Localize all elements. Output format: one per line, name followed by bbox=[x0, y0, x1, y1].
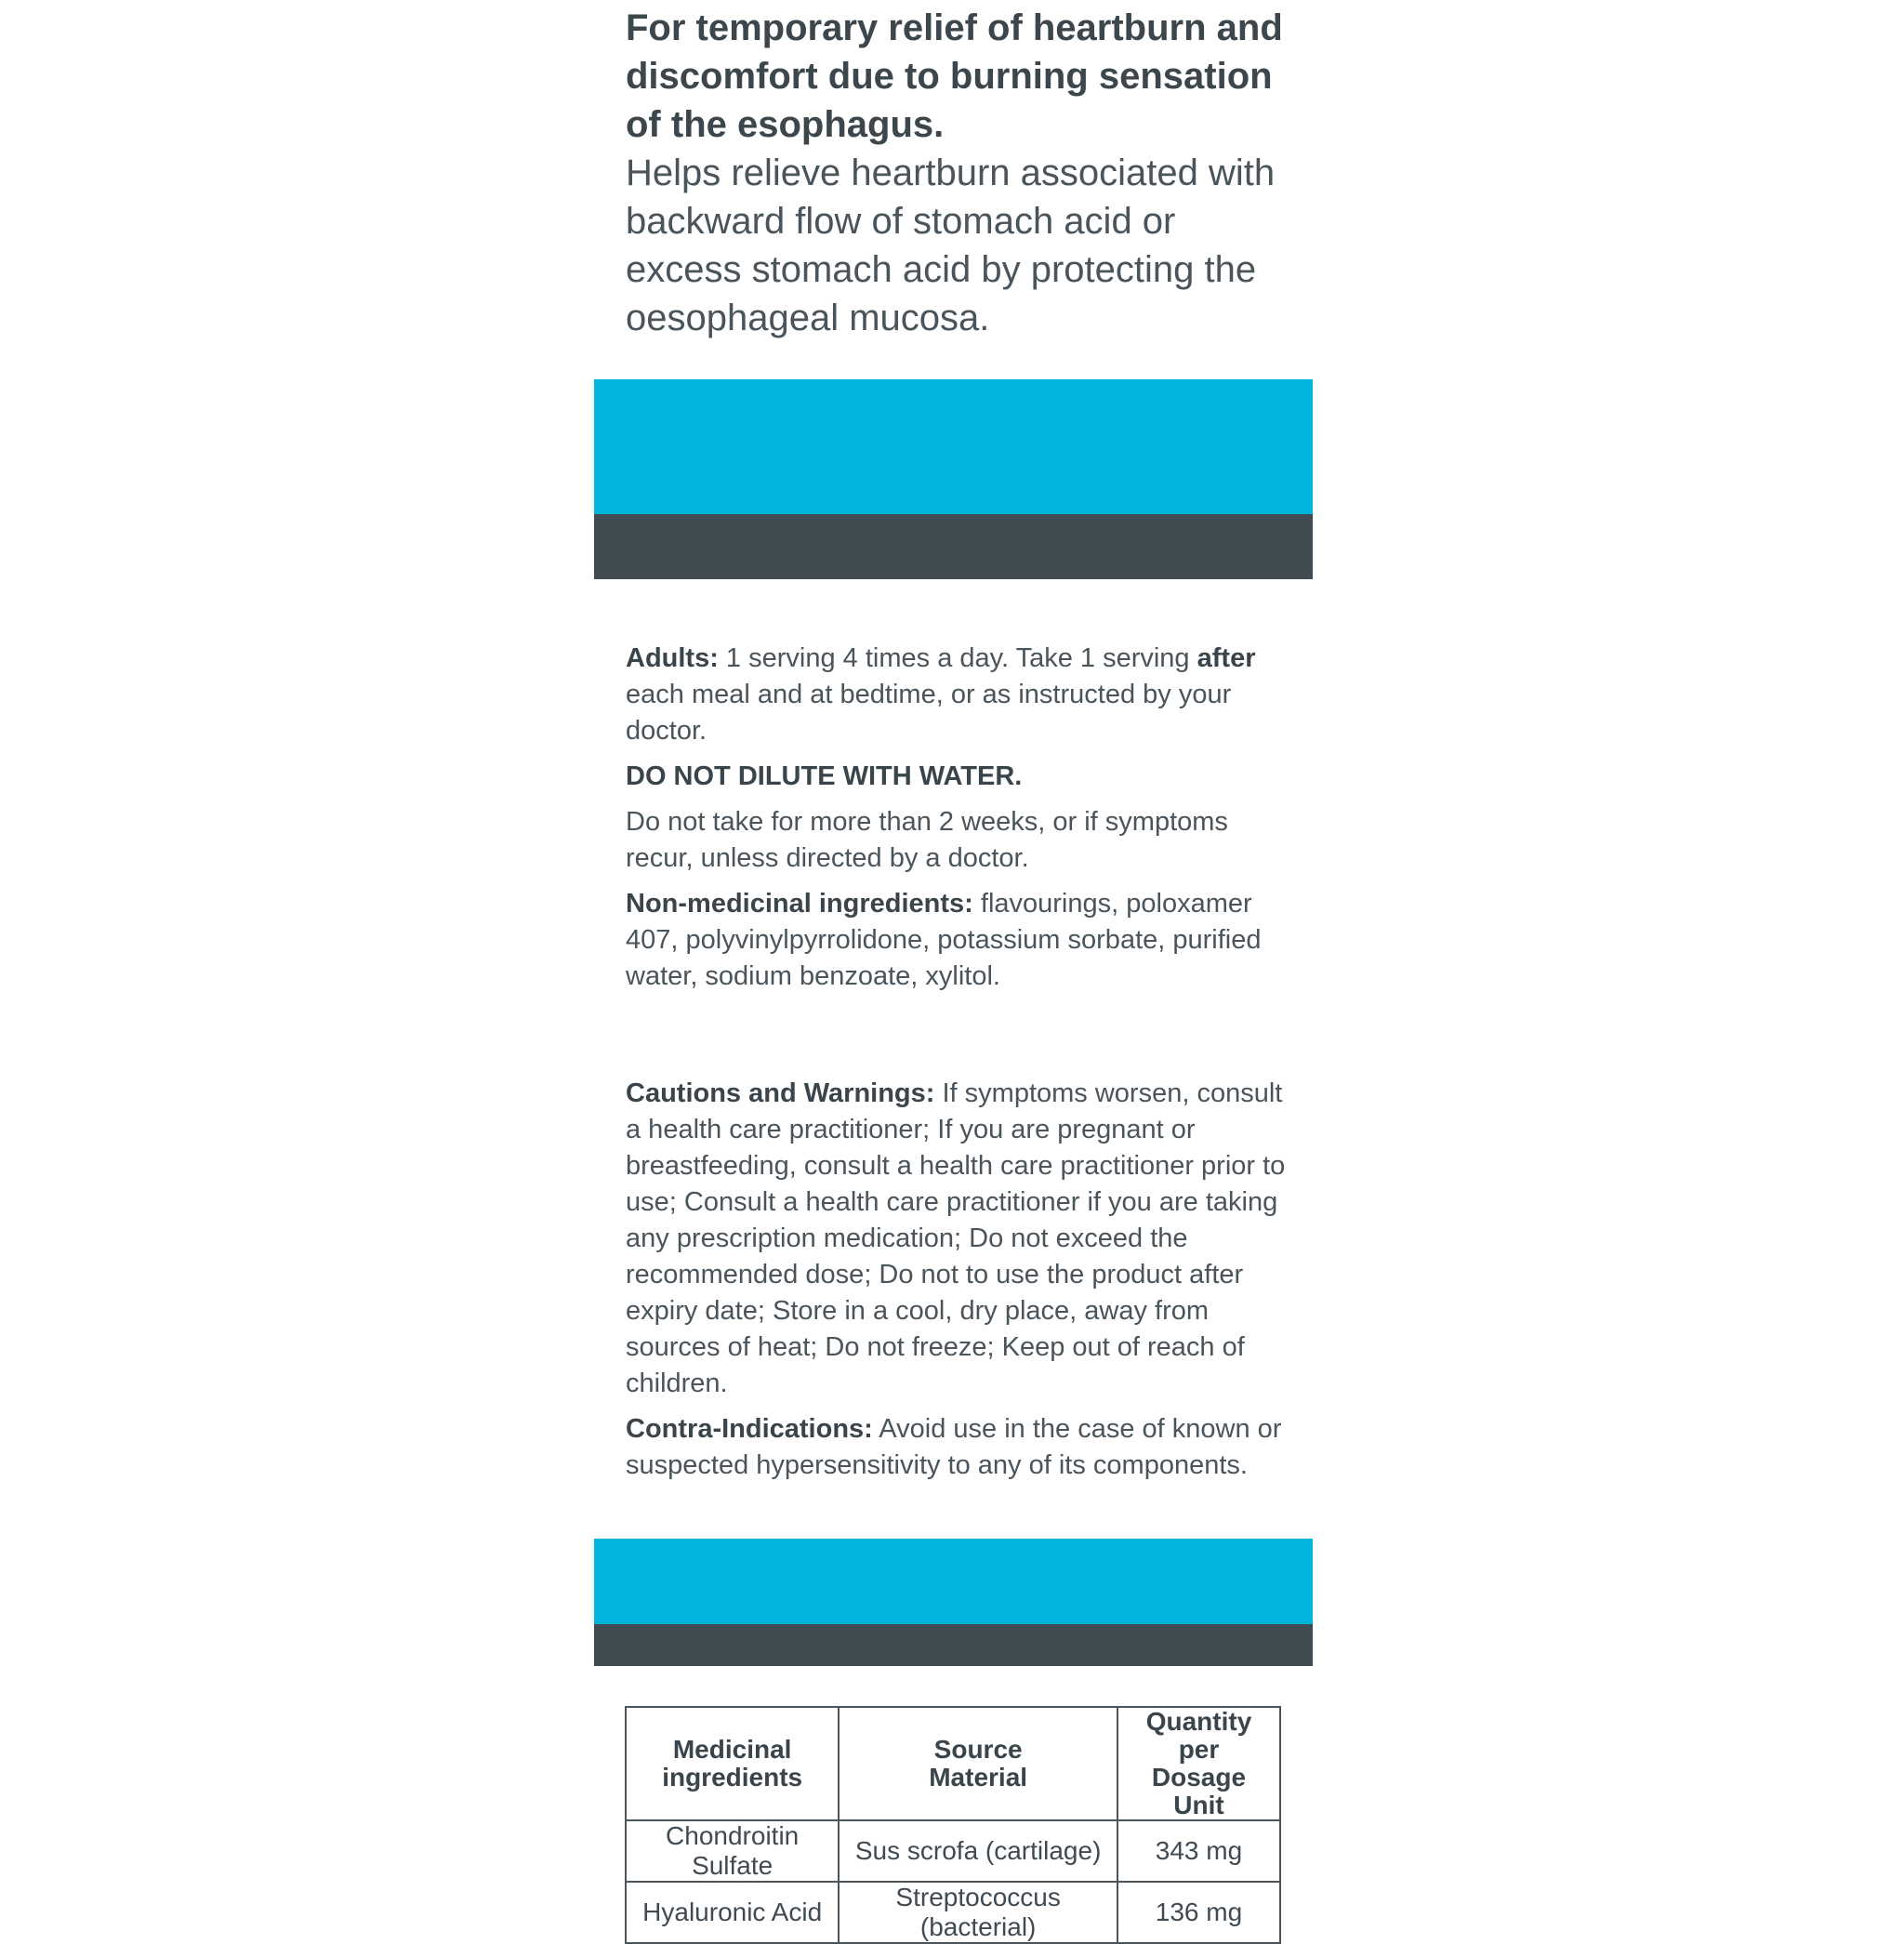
adults-label: Adults: bbox=[626, 643, 719, 673]
contra-label: Contra-Indications: bbox=[626, 1414, 873, 1444]
header-col3-line2: Dosage Unit bbox=[1151, 1763, 1247, 1819]
adults-directions bbox=[626, 641, 1295, 749]
header-source-material bbox=[839, 1707, 1117, 1820]
non-medicinal-text: flavourings, poloxamer 407, polyvinylpyrrolidone, potassium sorbate, purified water, sodium benzoate, xylitol. bbox=[626, 889, 1262, 991]
section-header-bar-dark bbox=[594, 514, 1313, 579]
quantity-cell: 343 mg bbox=[1117, 1820, 1280, 1882]
indications-body: Helps relieve heartburn associated with backward flow of stomach acid or excess stomach acid by protecting the oesophageal mucosa. bbox=[626, 152, 1276, 338]
non-medicinal-ingredients bbox=[626, 886, 1295, 995]
quantity-cell: 136 mg bbox=[1117, 1882, 1280, 1943]
contra-text: Avoid use in the case of known or suspected hypersensitivity to any of its components. bbox=[626, 1414, 1282, 1480]
cautions-section bbox=[626, 1076, 1295, 1493]
header-medicinal-ingredients bbox=[626, 1707, 839, 1820]
header-quantity bbox=[1117, 1707, 1280, 1820]
dilute-warning-text: DO NOT DILUTE WITH WATER. bbox=[626, 761, 1023, 791]
indications-lead: For temporary relief of heartburn and discomfort due to burning sensation of the esophagus. bbox=[626, 7, 1283, 145]
ingredient-cell: Hyaluronic Acid bbox=[626, 1882, 839, 1943]
duration-warning: Do not take for more than 2 weeks, or if symptoms recur, unless directed by a doctor. bbox=[626, 807, 1228, 873]
section-header-bar-dark-2 bbox=[594, 1624, 1313, 1666]
directions-section bbox=[626, 641, 1295, 1004]
table-header-row bbox=[626, 1707, 1280, 1820]
dilute-warning bbox=[626, 759, 1295, 795]
cautions-text: If symptoms worsen, consult a health care practitioner; If you are pregnant or breastfeeding, consult a health care practitioner prior to use; Consult a health care practitioner if you are taking any prescription medication; Do not exceed the recommended dose; Do not to use the product after expiry date; Store in a cool, dry place, away from sources of heat; Do not freeze; Keep out of reach of children. bbox=[626, 1078, 1286, 1398]
non-medicinal-label: Non-medicinal ingredients: bbox=[626, 889, 973, 919]
section-header-bar-blue bbox=[594, 379, 1313, 514]
header-col2-line1: Source bbox=[933, 1735, 1023, 1764]
header-col1-line1: Medicinal bbox=[672, 1735, 792, 1764]
adults-text-2: each meal and at bedtime, or as instructed by your doctor. bbox=[626, 680, 1232, 746]
ingredient-cell: Chondroitin Sulfate bbox=[626, 1820, 839, 1882]
source-cell: Sus scrofa (cartilage) bbox=[839, 1820, 1117, 1882]
after-emphasis: after bbox=[1197, 643, 1256, 673]
header-col3-line1: Quantity per bbox=[1145, 1707, 1252, 1764]
header-col1-line2: ingredients bbox=[662, 1763, 803, 1792]
cautions-label: Cautions and Warnings: bbox=[626, 1078, 935, 1108]
indications-text bbox=[626, 4, 1295, 342]
cautions-warnings bbox=[626, 1076, 1295, 1402]
medicinal-ingredients-table bbox=[625, 1706, 1281, 1944]
section-header-bar-blue-2 bbox=[594, 1539, 1313, 1624]
contra-indications bbox=[626, 1411, 1295, 1484]
header-col2-line2: Material bbox=[929, 1763, 1028, 1792]
source-cell: Streptococcus (bacterial) bbox=[839, 1882, 1117, 1943]
table-row bbox=[626, 1882, 1280, 1943]
table-row bbox=[626, 1820, 1280, 1882]
adults-text-1: 1 serving 4 times a day. Take 1 serving bbox=[718, 643, 1197, 673]
